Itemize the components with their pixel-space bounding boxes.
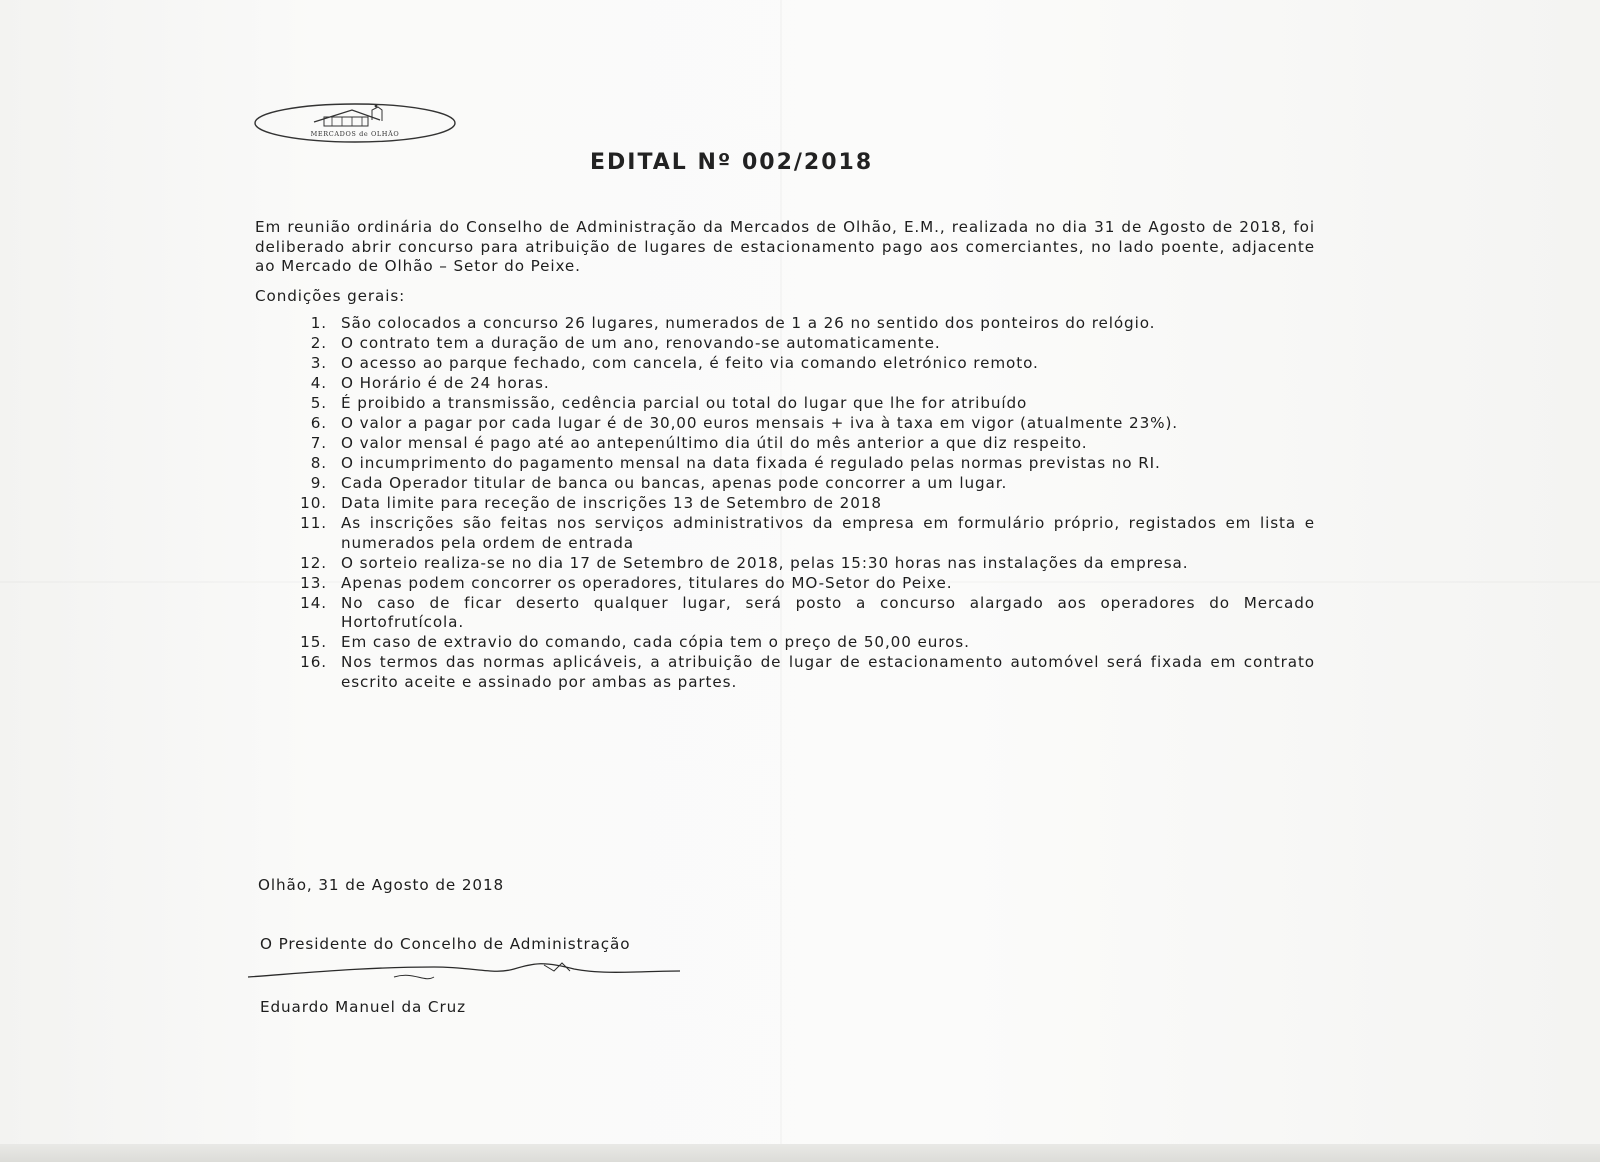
condition-text: O sorteio realiza-se no dia 17 de Setembro de 2018, pelas 15:30 horas nas instalações da empresa. (341, 553, 1189, 572)
signer-name: Eduardo Manuel da Cruz (260, 998, 466, 1016)
condition-text: Cada Operador titular de banca ou bancas, apenas pode concorrer a um lugar. (341, 474, 1008, 492)
condition-item (255, 574, 1315, 594)
condition-item (255, 314, 1315, 334)
condition-text: São colocados a concurso 26 lugares, numerados de 1 a 26 no sentido dos ponteiros do relógio. (341, 314, 1156, 332)
condition-item (255, 454, 1315, 474)
condition-text: No caso de ficar deserto qualquer lugar, será posto a concurso alargado aos operadores do Mercado Hortofrutícola. (341, 593, 1315, 631)
date-line: Olhão, 31 de Agosto de 2018 (258, 876, 505, 894)
condition-item (255, 514, 1315, 553)
condition-item (255, 653, 1315, 692)
condition-item (255, 494, 1315, 514)
condition-text: Em caso de extravio do comando, cada cópia tem o preço de 50,00 euros. (341, 633, 970, 651)
condition-number: 13. (300, 573, 327, 592)
condition-number: 4. (310, 374, 327, 392)
condition-item (255, 394, 1315, 414)
condition-text: É proibido a transmissão, cedência parcial ou total do lugar que lhe for atribuído (341, 394, 1028, 412)
condition-item (255, 594, 1315, 633)
condition-item (255, 633, 1315, 653)
logo-text: MERCADOS de OLHÃO (310, 130, 400, 138)
condition-number: 8. (310, 454, 327, 472)
condition-text: O valor mensal é pago até ao antepenúltimo dia útil do mês anterior a que diz respeito. (341, 434, 1088, 452)
page-title: EDITAL Nº 002/2018 (590, 150, 874, 175)
signer-title: O Presidente do Concelho de Administração (260, 935, 631, 953)
conditions-heading: Condições gerais: (255, 286, 406, 305)
condition-text: Data limite para receção de inscrições 13 de Setembro de 2018 (341, 494, 882, 512)
condition-number: 7. (310, 434, 327, 452)
condition-item (255, 434, 1315, 454)
condition-number: 10. (300, 494, 327, 512)
condition-text: O acesso ao parque fechado, com cancela, é feito via comando eletrónico remoto. (341, 354, 1039, 372)
condition-text: O incumprimento do pagamento mensal na data fixada é regulado pelas normas previstas no RI. (341, 454, 1161, 472)
condition-item (255, 414, 1315, 434)
condition-number: 16. (300, 653, 327, 671)
intro-paragraph: Em reunião ordinária do Conselho de Administração da Mercados de Olhão, E.M., realizada no dia 31 de Agosto de 2018, foi deliberado abrir concurso para atribuição de lugares de estacionamento pago aos comerciantes, no lado poente, adjacente ao Mercado de Olhão – Setor do Peixe. (255, 218, 1315, 275)
handwritten-signature (244, 955, 684, 989)
document-body (255, 218, 1315, 693)
condition-number: 3. (310, 354, 327, 372)
condition-number: 6. (310, 414, 327, 432)
condition-number: 1. (310, 314, 327, 332)
condition-text: Apenas podem concorrer os operadores, titulares do MO-Setor do Peixe. (341, 573, 953, 592)
condition-item (255, 354, 1315, 374)
condition-number: 15. (300, 633, 327, 651)
conditions-list (255, 314, 1315, 692)
condition-item (255, 374, 1315, 394)
condition-text: Nos termos das normas aplicáveis, a atribuição de lugar de estacionamento automóvel será fixada em contrato escrito aceite e assinado por ambas as partes. (341, 653, 1315, 691)
condition-text: O Horário é de 24 horas. (341, 374, 550, 392)
condition-number: 9. (310, 474, 327, 492)
condition-text: O contrato tem a duração de um ano, renovando-se automaticamente. (341, 334, 941, 352)
condition-number: 5. (310, 394, 327, 412)
condition-number: 2. (310, 334, 327, 352)
mercados-olhao-logo (252, 100, 462, 146)
condition-text: As inscrições são feitas nos serviços administrativos da empresa em formulário próprio, registados em lista e numerados pela ordem de entrada (341, 514, 1315, 552)
condition-item (255, 554, 1315, 574)
condition-item (255, 334, 1315, 354)
condition-number: 14. (300, 593, 327, 612)
scan-bottom-edge (0, 1144, 1600, 1162)
condition-text: O valor a pagar por cada lugar é de 30,00 euros mensais + iva à taxa em vigor (atualmente 23%). (341, 414, 1179, 432)
condition-number: 12. (300, 553, 327, 572)
condition-item (255, 474, 1315, 494)
condition-number: 11. (300, 514, 327, 532)
